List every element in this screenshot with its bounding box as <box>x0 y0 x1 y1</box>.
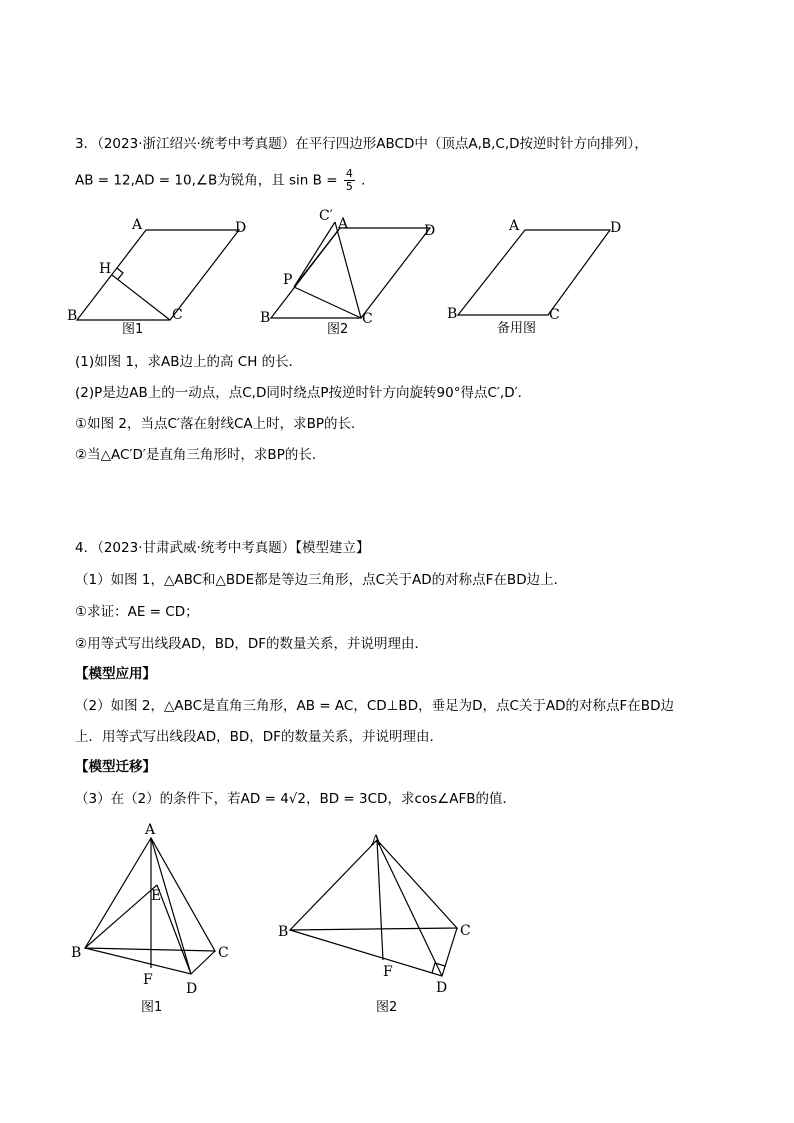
q3-condition <box>75 168 365 193</box>
q4-section-model-transfer: 【模型迁移】 <box>75 759 156 775</box>
q3-part-2b: ②当△AC′D′是直角三角形时，求BP的长． <box>75 447 326 463</box>
figure-caption: 图1 <box>122 322 144 337</box>
label-a: A <box>338 216 349 232</box>
label-p: P <box>283 272 293 288</box>
q4-part-2: （2）如图 2，△ABC是直角三角形，AB = AC，CD⊥BD，垂足为D，点C关于AD的对称点F在BD边 <box>75 698 674 714</box>
q4-heading: 4．（2023·甘肃武威·统考中考真题）【模型建立】 <box>75 540 370 556</box>
label-f: F <box>143 972 153 988</box>
label-f: F <box>383 964 393 980</box>
q3-part-2a: ①如图 2，当点C′落在射线CA上时，求BP的长． <box>75 416 365 432</box>
q3-part-2: (2)P是边AB上的一动点，点C,D同时绕点P按逆时针方向旋转90°得点C′,D′． <box>75 385 532 401</box>
segment-cp-c <box>335 222 361 318</box>
figure-caption: 图2 <box>327 322 349 337</box>
label-b: B <box>260 310 271 326</box>
q3-part-1: (1)如图 1，求AB边上的高 CH 的长． <box>75 354 303 370</box>
label-d: D <box>424 223 436 239</box>
label-c: C <box>549 307 560 323</box>
segment-be <box>85 885 157 948</box>
q4-part-1: （1）如图 1，△ABC和△BDE都是等边三角形，点C关于AD的对称点F在BD边上． <box>75 572 568 588</box>
label-d: D <box>610 220 622 236</box>
label-b: B <box>67 308 78 324</box>
label-c-prime: C′ <box>319 208 333 224</box>
parallelogram-abcd <box>458 230 610 315</box>
q4-part-3: （3）在（2）的条件下，若AD = 4√2，BD = 3CD，求cos∠AFB的值． <box>75 791 517 807</box>
q3-fraction <box>344 168 355 193</box>
q3-condition-end: . <box>361 172 366 189</box>
triangle-abc <box>85 838 215 951</box>
segment-pa <box>294 228 340 287</box>
parallelogram-abcd <box>271 228 430 318</box>
figure-caption: 图1 <box>141 1000 163 1015</box>
q3-figure-1 <box>65 212 255 342</box>
label-c: C <box>362 311 373 327</box>
segment-af <box>377 840 383 960</box>
label-h: H <box>99 261 112 277</box>
label-c: C <box>218 945 229 961</box>
q4-part-1b: ②用等式写出线段AD，BD，DF的数量关系，并说明理由． <box>75 636 429 652</box>
figure-caption: 备用图 <box>497 321 537 336</box>
label-d: D <box>436 980 448 996</box>
q4-figure-1 <box>65 818 245 1018</box>
label-a: A <box>371 833 382 849</box>
q3-figure-spare <box>445 212 635 342</box>
triangle-abc <box>290 840 457 930</box>
segment-pc <box>294 287 361 318</box>
label-b: B <box>447 306 458 322</box>
label-c: C <box>460 923 471 939</box>
segments-bd-dc <box>290 928 457 976</box>
label-d: D <box>186 981 198 997</box>
q3-condition-text: AB = 12,AD = 10,∠B为锐角，且 sin B = <box>75 172 338 189</box>
q3-fraction-numerator: 4 <box>345 167 353 180</box>
label-d: D <box>235 220 247 236</box>
q4-part-1a: ①求证：AE = CD； <box>75 604 199 620</box>
label-a: A <box>145 822 156 838</box>
segment-ad <box>377 840 442 976</box>
label-c: C <box>172 307 183 323</box>
figure-caption: 图2 <box>376 1000 398 1015</box>
altitude-ch <box>112 275 170 320</box>
label-a: A <box>509 218 520 234</box>
label-a: A <box>132 217 143 233</box>
label-e: E <box>151 888 162 904</box>
q3-fraction-denominator: 5 <box>345 180 353 193</box>
segments-bd-dc <box>85 948 215 974</box>
segment-ad <box>151 838 191 974</box>
right-angle-mark <box>117 268 123 279</box>
q4-figure-2 <box>270 820 490 1020</box>
q4-section-model-application: 【模型应用】 <box>75 666 156 682</box>
segment-ed <box>157 885 191 974</box>
label-b: B <box>71 945 82 961</box>
q4-part-2-cont: 上．用等式写出线段AD，BD，DF的数量关系，并说明理由． <box>75 729 443 745</box>
segment-cp-p <box>294 222 335 287</box>
q3-heading: 3．（2023·浙江绍兴·统考中考真题）在平行四边形ABCD中（顶点A,B,C,D按逆时针方向排列）， <box>75 136 648 152</box>
q3-figure-2 <box>255 202 445 342</box>
label-b: B <box>278 924 289 940</box>
